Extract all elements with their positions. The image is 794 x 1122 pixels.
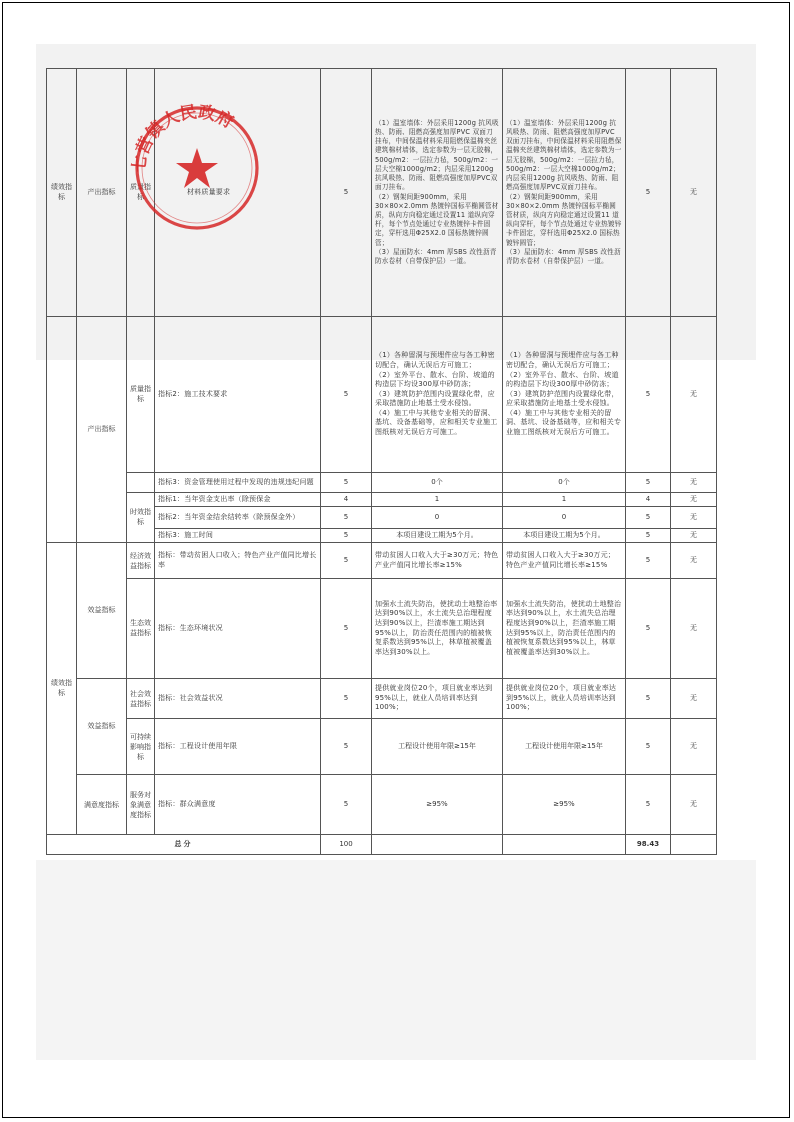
score-cell: 5 (626, 579, 671, 679)
target-value: （1）各种留洞与预埋件应与各工种密切配合，确认无误后方可施工； （2）室外平台、散水、台阶、坡道的构造层下均设300厚中砂防冻； （3）建筑防护范围内设置绿化带，应采取措施防止地基土受水侵蚀。 （4）施工中与其他专业相关的留洞、基坑、设备基础等，应和相关专业施工图纸核对无误后方可施工。 (372, 317, 503, 473)
actual-value: 0个 (503, 473, 626, 493)
score-cell: 5 (626, 719, 671, 775)
indicator-name: 指标3：施工时间 (155, 529, 321, 543)
actual-value: ≥95% (503, 775, 626, 835)
score-cell: 5 (626, 473, 671, 493)
target-value: 加强水土流失防治，使扰动土地整治率达到90%以上，水土流失总治理程度达到90%以上，拦渣率施工期达到95%以上，防治责任范围内的植被恢复系数达到95%以上，林草植被覆盖率达到30%以上。 (372, 579, 503, 679)
actual-value: 提供就业岗位20个，项目就业率达到95%以上，就业人员培训率达到100%； (503, 679, 626, 719)
actual-value: （1）各种留洞与预埋件应与各工种密切配合，确认无误后方可施工； （2）室外平台、散水、台阶、坡道的构造层下均设300厚中砂防冻； （3）建筑防护范围内设置绿化带，应采取措施防止地基土受水侵蚀。 （4）施工中与其他专业相关的留洞、基坑、设备基础等，应和相关专业施工图纸核对无误后方可施工。 (503, 317, 626, 473)
weight-cell: 5 (321, 507, 372, 529)
table-row (47, 579, 717, 679)
note-cell: 无 (671, 317, 717, 473)
category-level2: 产出指标 (77, 69, 127, 317)
category-level3: 社会效益指标 (127, 679, 155, 719)
category-level3: 服务对象满意度指标 (127, 775, 155, 835)
target-value: 提供就业岗位20个，项目就业率达到95%以上，就业人员培训率达到100%； (372, 679, 503, 719)
category-level1: 绩效指标 (47, 543, 77, 835)
actual-value: 1 (503, 493, 626, 507)
note-cell: 无 (671, 719, 717, 775)
actual-value: 工程设计使用年限≥15年 (503, 719, 626, 775)
note-cell: 无 (671, 69, 717, 317)
score-cell: 4 (626, 493, 671, 507)
indicator-name: 指标：带动贫困人口收入；特色产业产值同比增长率 (155, 543, 321, 579)
category-level2: 满意度指标 (77, 775, 127, 835)
note-cell: 无 (671, 579, 717, 679)
score-cell: 5 (626, 69, 671, 317)
performance-indicator-table (46, 68, 717, 855)
total-actual-empty (503, 835, 626, 855)
score-cell: 5 (626, 317, 671, 473)
table-row (47, 317, 717, 473)
indicator-name: 指标2：当年资金结余结转率（除预保金外） (155, 507, 321, 529)
category-level1-empty (47, 317, 77, 543)
indicator-name: 指标：群众满意度 (155, 775, 321, 835)
total-label: 总分 (47, 835, 321, 855)
table-row (47, 775, 717, 835)
note-cell: 无 (671, 473, 717, 493)
score-cell: 5 (626, 507, 671, 529)
indicator-name: 指标3：资金管理使用过程中发现的违规违纪问题 (155, 473, 321, 493)
category-level2: 效益指标 (77, 679, 127, 775)
category-level3-empty (127, 473, 155, 493)
category-level3: 生态效益指标 (127, 579, 155, 679)
weight-cell: 5 (321, 579, 372, 679)
note-cell: 无 (671, 529, 717, 543)
table-row (47, 473, 717, 493)
table-row (47, 543, 717, 579)
target-value: 工程设计使用年限≥15年 (372, 719, 503, 775)
target-value: 带动贫困人口收入大于≥30万元；特色产业产值同比增长率≥15% (372, 543, 503, 579)
total-weight: 100 (321, 835, 372, 855)
total-target-empty (372, 835, 503, 855)
indicator-name: 指标：工程设计使用年限 (155, 719, 321, 775)
actual-value: 带动贫困人口收入大于≥30万元；特色产业产值同比增长率≥15% (503, 543, 626, 579)
target-value: 0个 (372, 473, 503, 493)
score-cell: 5 (626, 529, 671, 543)
weight-cell: 5 (321, 679, 372, 719)
weight-cell: 5 (321, 529, 372, 543)
indicator-name: 指标：生态环境状况 (155, 579, 321, 679)
note-cell: 无 (671, 775, 717, 835)
category-level3: 质量指标 (127, 317, 155, 473)
indicator-name: 指标1：当年资金支出率（除预保金 (155, 493, 321, 507)
table-row (47, 493, 717, 507)
score-cell: 5 (626, 543, 671, 579)
indicator-name: 指标2：施工技术要求 (155, 317, 321, 473)
note-cell: 无 (671, 543, 717, 579)
category-level2: 产出指标 (77, 317, 127, 543)
category-level3: 经济效益指标 (127, 543, 155, 579)
note-cell: 无 (671, 507, 717, 529)
svg-text:七营镇人民政府: 七营镇人民政府 (129, 102, 237, 174)
table-row (47, 719, 717, 775)
target-value: 0 (372, 507, 503, 529)
category-level3: 可持续影响指标 (127, 719, 155, 775)
category-level2: 效益指标 (77, 543, 127, 679)
total-row (47, 835, 717, 855)
weight-cell: 4 (321, 493, 372, 507)
indicator-name: 材料质量要求 (155, 69, 321, 317)
actual-value: 0 (503, 507, 626, 529)
category-level3: 质量指标 (127, 69, 155, 317)
category-level1: 绩效指标 (47, 69, 77, 317)
score-cell: 5 (626, 679, 671, 719)
target-value: ≥95% (372, 775, 503, 835)
note-cell: 无 (671, 679, 717, 719)
weight-cell: 5 (321, 719, 372, 775)
total-score: 98.43 (626, 835, 671, 855)
weight-cell: 5 (321, 69, 372, 317)
note-cell: 无 (671, 493, 717, 507)
actual-value: （1）温室墙体：外层采用1200g 抗风吸热、防雨、阻燃高强度加厚PVC 双面刀挂布，中间保温材料采用阻燃保温棉夹丝建筑棉材墙体，选定参数为一层无胶棉，500g/m2：一层拉力毡，500g/m2：一层大空棉1000g/m2；内层采用1200g 抗风吸热、防雨、阻燃高强度加厚PVC双面刀挂布。 （2）钢架间距900mm，采用30×80×2.0mm 热镀锌国标平椭圆管材质，纵向方向稳定通过设置11 道纵向穿杆，每个节点处通过专业热镀锌卡件固定，穿杆选用Φ25X2.0 国标热镀锌圆管； （3）屋面防水：4mm 厚SBS 改性沥青防水卷材（自带保护层）一道。 (503, 69, 626, 317)
target-value: （1）温室墙体：外层采用1200g 抗风吸热、防雨、阻燃高强度加厚PVC 双面刀挂布，中间保温材料采用阻燃保温棉夹丝建筑棉材墙体，选定参数为一层无胶棉，500g/m2：一层拉力毡，500g/m2：一层大空棉1000g/m2；内层采用1200g 抗风吸热、防雨、阻燃高强度加厚PVC双面刀挂布。 （2）钢架间距900mm，采用30×80×2.0mm 热镀锌国标平椭圆管材质，纵向方向稳定通过设置11 道纵向穿杆，每个节点处通过专业热镀锌卡件固定，穿杆选用Φ25X2.0 国标热镀锌圆管； （3）屋面防水：4mm 厚SBS 改性沥青防水卷材（自带保护层）一道。 (372, 69, 503, 317)
weight-cell: 5 (321, 473, 372, 493)
indicator-name: 指标：社会效益状况 (155, 679, 321, 719)
target-value: 1 (372, 493, 503, 507)
actual-value: 加强水土流失防治，使扰动土地整治率达到90%以上，水土流失总治理程度达到90%以上，拦渣率施工期达到95%以上，防治责任范围内的植被恢复系数达到95%以上，林草植被覆盖率达到30%以上。 (503, 579, 626, 679)
total-note-empty (671, 835, 717, 855)
weight-cell: 5 (321, 775, 372, 835)
table-row (47, 679, 717, 719)
target-value: 本项目建设工期为5个月。 (372, 529, 503, 543)
actual-value: 本项目建设工期为5个月。 (503, 529, 626, 543)
table-row (47, 69, 717, 317)
weight-cell: 5 (321, 317, 372, 473)
weight-cell: 5 (321, 543, 372, 579)
score-cell: 5 (626, 775, 671, 835)
category-level3: 时效指标 (127, 493, 155, 543)
